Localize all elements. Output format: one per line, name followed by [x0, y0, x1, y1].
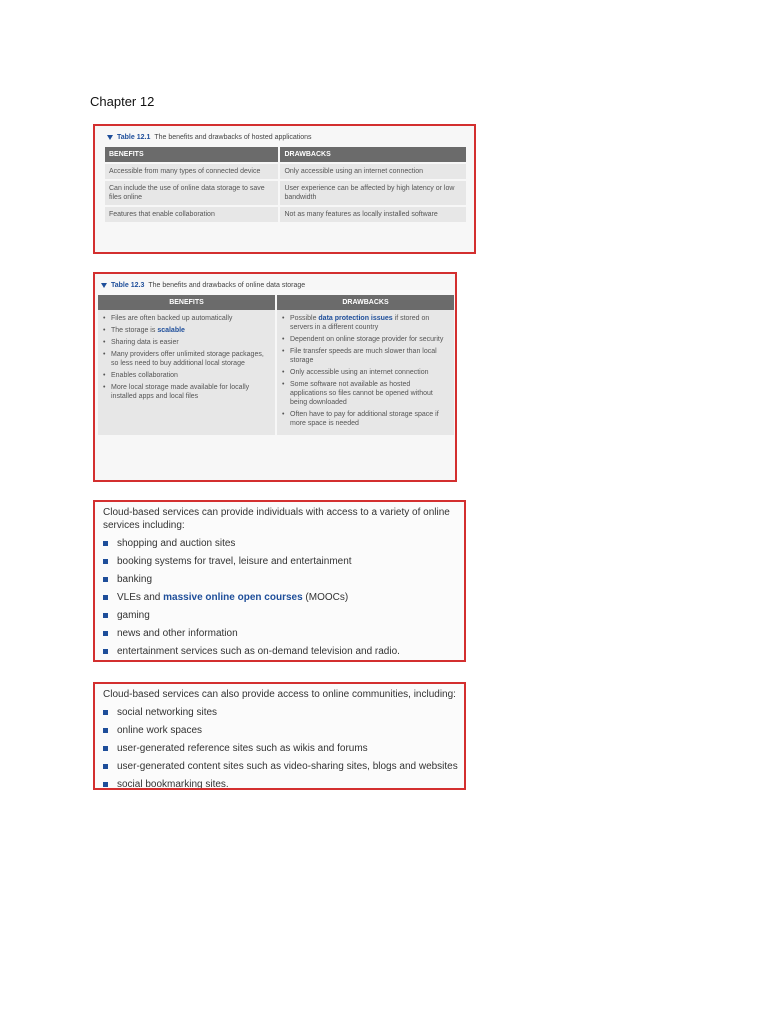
table-caption-label: Table 12.1	[117, 134, 151, 141]
table-caption	[95, 126, 474, 147]
list-item	[103, 722, 456, 740]
benefit-cell: Accessible from many types of connected device	[105, 163, 279, 180]
list-item-text: if stored on servers in a different country	[290, 315, 430, 331]
services-intro: Cloud-based services can provide individuals with access to a variety of online services including:	[103, 507, 450, 531]
keyword-link: data protection issues	[318, 315, 393, 322]
column-header-benefits: BENEFITS	[98, 295, 276, 310]
benefits-list	[103, 314, 270, 401]
list-item	[103, 607, 456, 625]
square-bullet-icon	[103, 728, 108, 733]
list-item-text: entertainment services such as on-demand television and radio.	[117, 646, 400, 657]
list-item	[103, 553, 456, 571]
table-row	[105, 163, 466, 180]
list-item: • Only accessible using an internet connection	[282, 368, 449, 377]
table-row	[105, 206, 466, 222]
list-item	[103, 704, 456, 722]
triangle-down-icon	[107, 135, 113, 140]
square-bullet-icon	[103, 710, 108, 715]
communities-list	[95, 704, 464, 790]
table-caption	[95, 274, 455, 295]
online-communities-clipping	[93, 682, 466, 790]
list-item-text: booking systems for travel, leisure and entertainment	[117, 556, 352, 567]
list-item: • Many providers offer unlimited storage packages, so less need to buy additional local storage	[103, 350, 270, 368]
square-bullet-icon	[103, 541, 108, 546]
hosted-applications-table	[105, 147, 466, 222]
square-bullet-icon	[103, 595, 108, 600]
square-bullet-icon	[103, 613, 108, 618]
list-item-text: VLEs and	[117, 592, 164, 603]
square-bullet-icon	[103, 746, 108, 751]
list-item	[103, 571, 456, 589]
list-item	[103, 625, 456, 643]
list-item-text: social networking sites	[117, 707, 218, 718]
table-caption-text: The benefits and drawbacks of hosted applications	[154, 134, 312, 141]
list-item-text: user-generated reference sites such as wikis and forums	[117, 743, 368, 754]
drawbacks-cell	[276, 310, 454, 435]
drawback-cell: User experience can be affected by high latency or low bandwidth	[279, 180, 466, 206]
list-item: • Some software not available as hosted applications so files cannot be opened without being downloaded	[282, 380, 449, 407]
list-item-text: gaming	[117, 610, 150, 621]
triangle-down-icon	[101, 283, 107, 288]
list-item	[103, 589, 456, 607]
square-bullet-icon	[103, 649, 108, 654]
list-item-text: Possible	[290, 315, 319, 322]
table-caption-text: The benefits and drawbacks of online data storage	[148, 282, 306, 289]
table-row	[105, 180, 466, 206]
table-12-3-clipping	[93, 272, 457, 482]
list-item-text: user-generated content sites such as video-sharing sites, blogs and websites	[117, 761, 458, 772]
list-item-text: The storage is	[111, 327, 158, 334]
services-list	[95, 535, 464, 661]
list-item: • Files are often backed up automatically	[103, 314, 270, 323]
list-item: • File transfer speeds are much slower than local storage	[282, 347, 449, 365]
list-item	[103, 758, 456, 776]
list-item: • Enables collaboration	[103, 371, 270, 380]
keyword-link: scalable	[157, 327, 185, 334]
keyword-link: massive online open courses	[163, 592, 303, 603]
benefit-cell: Features that enable collaboration	[105, 206, 279, 222]
list-item: • Dependent on online storage provider for security	[282, 335, 449, 344]
drawback-cell: Only accessible using an internet connection	[279, 163, 466, 180]
online-services-clipping	[93, 500, 466, 662]
drawback-cell: Not as many features as locally installed software	[279, 206, 466, 222]
square-bullet-icon	[103, 559, 108, 564]
table-caption-label: Table 12.3	[111, 282, 145, 289]
list-item-text: shopping and auction sites	[117, 538, 236, 549]
square-bullet-icon	[103, 577, 108, 582]
column-header-drawbacks: DRAWBACKS	[279, 147, 466, 163]
benefit-cell: Can include the use of online data storage to save files online	[105, 180, 279, 206]
list-item	[103, 740, 456, 758]
list-item-text: online work spaces	[117, 725, 203, 736]
online-storage-table	[98, 295, 454, 435]
list-item-text: banking	[117, 574, 153, 585]
list-item: • More local storage made available for locally installed apps and local files	[103, 383, 270, 401]
benefits-cell	[98, 310, 276, 435]
square-bullet-icon	[103, 631, 108, 636]
square-bullet-icon	[103, 782, 108, 787]
drawbacks-list	[282, 314, 449, 428]
list-item-text: (MOOCs)	[302, 592, 349, 603]
table-12-1-clipping	[93, 124, 476, 254]
square-bullet-icon	[103, 764, 108, 769]
column-header-drawbacks: DRAWBACKS	[276, 295, 454, 310]
list-item	[103, 643, 456, 661]
column-header-benefits: BENEFITS	[105, 147, 279, 163]
list-item-text: news and other information	[117, 628, 238, 639]
list-item: • Sharing data is easier	[103, 338, 270, 347]
list-item	[103, 326, 270, 335]
chapter-heading: Chapter 12	[90, 94, 155, 109]
list-item	[103, 535, 456, 553]
list-item: • Often have to pay for additional storage space if more space is needed	[282, 410, 449, 428]
list-item	[103, 776, 456, 790]
list-item	[282, 314, 449, 332]
list-item-text: social bookmarking sites.	[117, 779, 229, 790]
communities-intro: Cloud-based services can also provide access to online communities, including:	[103, 689, 456, 700]
